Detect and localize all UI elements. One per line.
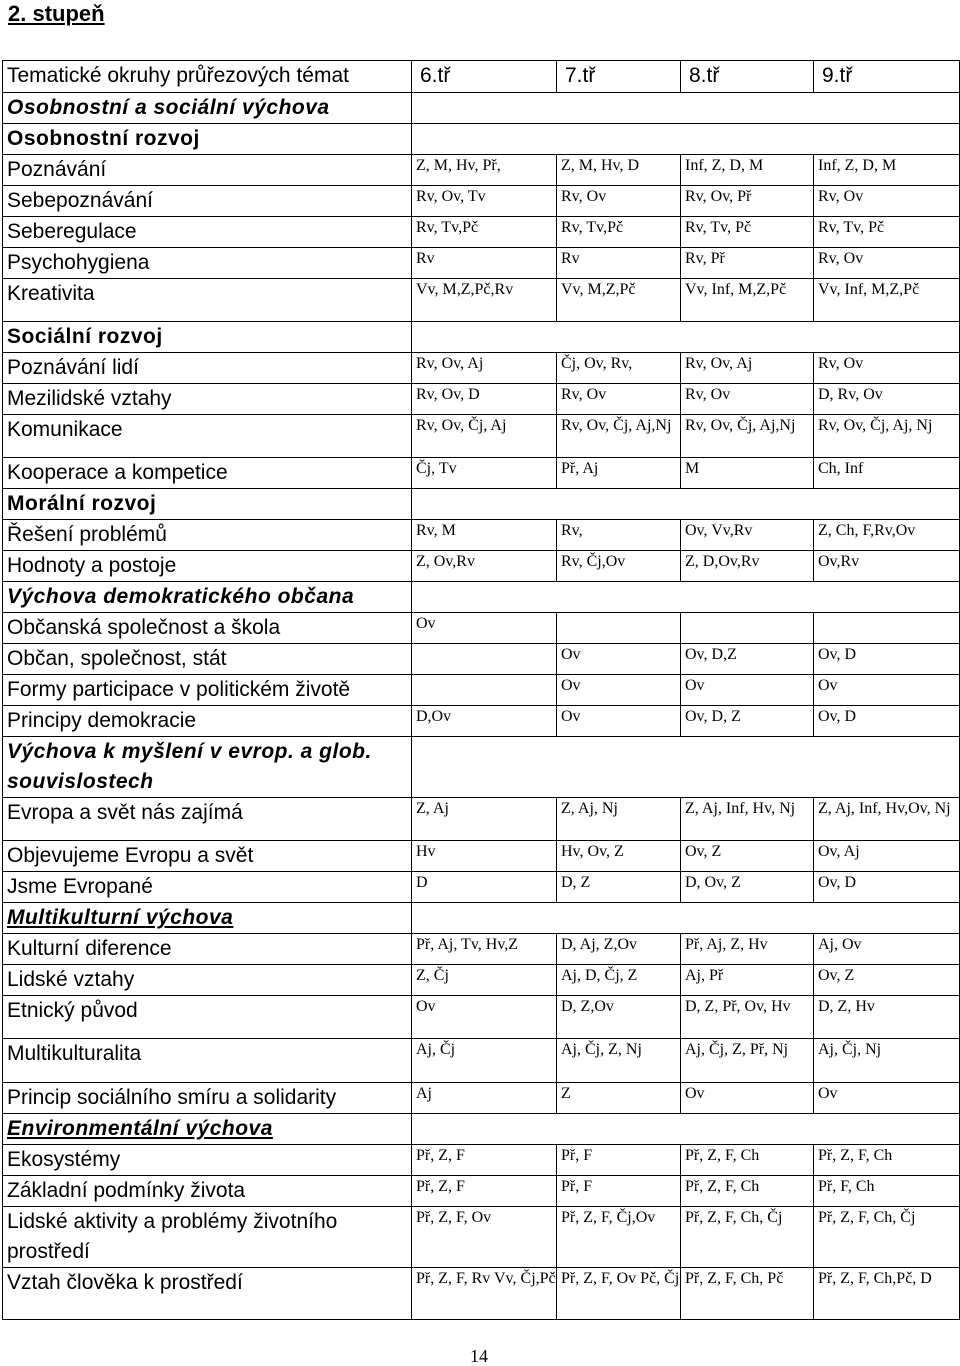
table-row [3,217,960,248]
grade-7-cell: D, Aj, Z,Ov [557,934,681,965]
section-empty-cell [412,93,960,124]
grade-9-cell: Ov, D [814,706,960,737]
row-topic: Psychohygiena [3,248,412,279]
table-body [3,61,960,1320]
row-topic: Komunikace [3,415,412,458]
grade-7-cell: Rv, [557,520,681,551]
grade-6-cell: Rv [412,248,557,279]
grade-8-cell: Př, Z, F, Ch, Pč [681,1268,814,1320]
table-row [3,1207,960,1268]
grade-9-cell: Ov, Z [814,965,960,996]
row-topic: Formy participace v politickém životě [3,675,412,706]
grade-8-cell: Z, Aj, Inf, Hv, Nj [681,798,814,841]
header-grade-6: 6.tř [412,61,557,93]
table-row [3,841,960,872]
row-topic: Poznávání lidí [3,353,412,384]
table-row [3,965,960,996]
row-topic: Sociální rozvoj [3,322,412,353]
section-empty-cell [412,322,960,353]
grade-8-cell: D, Ov, Z [681,872,814,903]
grade-8-cell: D, Z, Př, Ov, Hv [681,996,814,1039]
grade-7-cell: D, Z [557,872,681,903]
grade-7-cell: Hv, Ov, Z [557,841,681,872]
grade-8-cell: Rv, Př [681,248,814,279]
row-topic: Sebepoznávání [3,186,412,217]
row-topic: Lidské aktivity a problémy životního prostředí [3,1207,412,1268]
grade-8-cell: Ov, Vv,Rv [681,520,814,551]
table-row [3,1268,960,1320]
row-topic: Osobnostní rozvoj [3,124,412,155]
section-empty-cell [412,124,960,155]
grade-6-cell: Rv, Ov, Aj [412,353,557,384]
grade-9-cell: Ov,Rv [814,551,960,582]
grade-9-cell: Rv, Ov, Čj, Aj, Nj [814,415,960,458]
grade-9-cell: D, Z, Hv [814,996,960,1039]
grade-6-cell: Z, Čj [412,965,557,996]
grade-6-cell: Př, Z, F, Rv Vv, Čj,Pč [412,1268,557,1320]
grade-6-cell: Čj, Tv [412,458,557,489]
grade-6-cell: Rv, M [412,520,557,551]
grade-8-cell: Ov [681,1083,814,1114]
grade-6-cell: D [412,872,557,903]
grade-6-cell: Rv, Ov, Čj, Aj [412,415,557,458]
grade-7-cell [557,613,681,644]
grade-7-cell: Aj, Čj, Z, Nj [557,1039,681,1083]
grade-6-cell [412,675,557,706]
row-topic: Výchova demokratického občana [3,582,412,613]
grade-9-cell: Ov [814,1083,960,1114]
grade-6-cell: Z, Ov,Rv [412,551,557,582]
table-row [3,124,960,155]
row-topic: Vztah člověka k prostředí [3,1268,412,1320]
grade-8-cell: Př, Z, F, Ch [681,1145,814,1176]
grade-7-cell: Aj, D, Čj, Z [557,965,681,996]
header-topic: Tematické okruhy průřezových témat [3,61,412,93]
row-topic: Občan, společnost, stát [3,644,412,675]
table-row [3,384,960,415]
grade-9-cell: Rv, Ov [814,353,960,384]
grade-9-cell: Aj, Čj, Nj [814,1039,960,1083]
table-row [3,551,960,582]
grade-9-cell: Z, Ch, F,Rv,Ov [814,520,960,551]
table-row [3,489,960,520]
grade-6-cell: Př, Aj, Tv, Hv,Z [412,934,557,965]
table-row [3,644,960,675]
grade-7-cell: Čj, Ov, Rv, [557,353,681,384]
grade-8-cell: M [681,458,814,489]
grade-8-cell: Z, D,Ov,Rv [681,551,814,582]
table-row [3,903,960,934]
row-topic: Objevujeme Evropu a svět [3,841,412,872]
grade-8-cell: Rv, Ov, Př [681,186,814,217]
grade-9-cell: Př, Z, F, Ch,Pč, D [814,1268,960,1320]
row-topic: Výchova k myšlení v evrop. a glob. souvislostech [3,737,412,798]
grade-6-cell: Hv [412,841,557,872]
grade-9-cell [814,613,960,644]
grade-7-cell: Rv, Ov, Čj, Aj,Nj [557,415,681,458]
grade-7-cell: Př, Z, F, Ov Pč, Čj [557,1268,681,1320]
grade-7-cell: Př, F [557,1176,681,1207]
row-topic: Občanská společnost a škola [3,613,412,644]
grade-9-cell: Př, Z, F, Ch [814,1145,960,1176]
grade-7-cell: Rv, Ov [557,384,681,415]
row-topic: Osobnostní a sociální výchova [3,93,412,124]
grade-7-cell: Ov [557,644,681,675]
grade-9-cell: D, Rv, Ov [814,384,960,415]
grade-8-cell: Rv, Tv, Pč [681,217,814,248]
grade-6-cell: Z, M, Hv, Př, [412,155,557,186]
grade-6-cell: Z, Aj [412,798,557,841]
grade-8-cell: Př, Z, F, Ch, Čj [681,1207,814,1268]
table-row [3,415,960,458]
grade-6-cell: Př, Z, F, Ov [412,1207,557,1268]
grade-8-cell: Ov, Z [681,841,814,872]
grade-6-cell: Ov [412,996,557,1039]
table-row [3,737,960,798]
grade-8-cell: Rv, Ov [681,384,814,415]
grade-8-cell: Ov, D, Z [681,706,814,737]
table-row [3,934,960,965]
grade-7-cell: Rv, Tv,Pč [557,217,681,248]
grade-8-cell: Př, Z, F, Ch [681,1176,814,1207]
grade-6-cell: Aj [412,1083,557,1114]
row-topic: Principy demokracie [3,706,412,737]
grade-6-cell: Rv, Ov, D [412,384,557,415]
grade-9-cell: Ov, D [814,644,960,675]
page-heading: 2. stupeň [8,1,105,26]
grade-7-cell: Rv, Ov [557,186,681,217]
table-row [3,322,960,353]
grade-7-cell: Z, M, Hv, D [557,155,681,186]
grade-6-cell: Vv, M,Z,Pč,Rv [412,279,557,322]
table-row [3,186,960,217]
grade-9-cell: Ov, D [814,872,960,903]
page-number: 14 [470,1346,488,1366]
grade-6-cell [412,644,557,675]
grade-7-cell: Z, Aj, Nj [557,798,681,841]
table-row [3,1039,960,1083]
section-empty-cell [412,489,960,520]
grade-8-cell: Rv, Ov, Aj [681,353,814,384]
section-empty-cell [412,1114,960,1145]
cross-curricular-table [2,60,960,1320]
section-empty-cell [412,737,960,798]
table-row [3,93,960,124]
grade-9-cell: Z, Aj, Inf, Hv,Ov, Nj [814,798,960,841]
grade-8-cell: Rv, Ov, Čj, Aj,Nj [681,415,814,458]
grade-7-cell: Rv [557,248,681,279]
header-grade-7: 7.tř [557,61,681,93]
row-topic: Evropa a svět nás zajímá [3,798,412,841]
table-row [3,520,960,551]
section-empty-cell [412,903,960,934]
row-topic: Hodnoty a postoje [3,551,412,582]
row-topic: Multikulturalita [3,1039,412,1083]
grade-7-cell: Př, Aj [557,458,681,489]
table-row [3,675,960,706]
grade-9-cell: Rv, Tv, Pč [814,217,960,248]
row-topic: Kreativita [3,279,412,322]
row-topic: Environmentální výchova [3,1114,412,1145]
grade-8-cell [681,613,814,644]
row-topic: Princip sociálního smíru a solidarity [3,1083,412,1114]
row-topic: Kooperace a kompetice [3,458,412,489]
grade-8-cell: Aj, Čj, Z, Př, Nj [681,1039,814,1083]
grade-9-cell: Inf, Z, D, M [814,155,960,186]
row-topic: Lidské vztahy [3,965,412,996]
grade-7-cell: Ov [557,675,681,706]
table-row [3,353,960,384]
grade-7-cell: D, Z,Ov [557,996,681,1039]
table-header-row [3,61,960,93]
table-row [3,872,960,903]
table-row [3,458,960,489]
grade-8-cell: Př, Aj, Z, Hv [681,934,814,965]
table-row [3,582,960,613]
grade-9-cell: Rv, Ov [814,186,960,217]
grade-7-cell: Vv, M,Z,Pč [557,279,681,322]
row-topic: Ekosystémy [3,1145,412,1176]
grade-9-cell: Ov, Aj [814,841,960,872]
grade-7-cell: Ov [557,706,681,737]
header-grade-9: 9.tř [814,61,960,93]
grade-7-cell: Z [557,1083,681,1114]
row-topic: Poznávání [3,155,412,186]
grade-8-cell: Ov [681,675,814,706]
grade-8-cell: Inf, Z, D, M [681,155,814,186]
grade-9-cell: Aj, Ov [814,934,960,965]
row-topic: Řešení problémů [3,520,412,551]
row-topic: Multikulturní výchova [3,903,412,934]
grade-6-cell: Aj, Čj [412,1039,557,1083]
section-empty-cell [412,582,960,613]
grade-7-cell: Př, F [557,1145,681,1176]
grade-6-cell: Př, Z, F [412,1176,557,1207]
grade-9-cell: Rv, Ov [814,248,960,279]
table-row [3,996,960,1039]
grade-6-cell: D,Ov [412,706,557,737]
row-topic: Kulturní diference [3,934,412,965]
row-topic: Morální rozvoj [3,489,412,520]
header-grade-8: 8.tř [681,61,814,93]
table-row [3,279,960,322]
grade-9-cell: Vv, Inf, M,Z,Pč [814,279,960,322]
row-topic: Mezilidské vztahy [3,384,412,415]
grade-9-cell: Ov [814,675,960,706]
grade-6-cell: Př, Z, F [412,1145,557,1176]
grade-9-cell: Př, F, Ch [814,1176,960,1207]
row-topic: Etnický původ [3,996,412,1039]
table-row [3,1114,960,1145]
grade-9-cell: Ch, Inf [814,458,960,489]
grade-9-cell: Př, Z, F, Ch, Čj [814,1207,960,1268]
row-topic: Seberegulace [3,217,412,248]
grade-8-cell: Ov, D,Z [681,644,814,675]
row-topic: Jsme Evropané [3,872,412,903]
grade-6-cell: Rv, Tv,Pč [412,217,557,248]
table-row [3,1145,960,1176]
grade-8-cell: Aj, Př [681,965,814,996]
table-row [3,1176,960,1207]
table-row [3,155,960,186]
table-row [3,706,960,737]
table-row [3,248,960,279]
table-row [3,613,960,644]
row-topic: Základní podmínky života [3,1176,412,1207]
grade-8-cell: Vv, Inf, M,Z,Pč [681,279,814,322]
grade-7-cell: Rv, Čj,Ov [557,551,681,582]
grade-7-cell: Př, Z, F, Čj,Ov [557,1207,681,1268]
table-row [3,798,960,841]
grade-6-cell: Rv, Ov, Tv [412,186,557,217]
grade-6-cell: Ov [412,613,557,644]
table-row [3,1083,960,1114]
